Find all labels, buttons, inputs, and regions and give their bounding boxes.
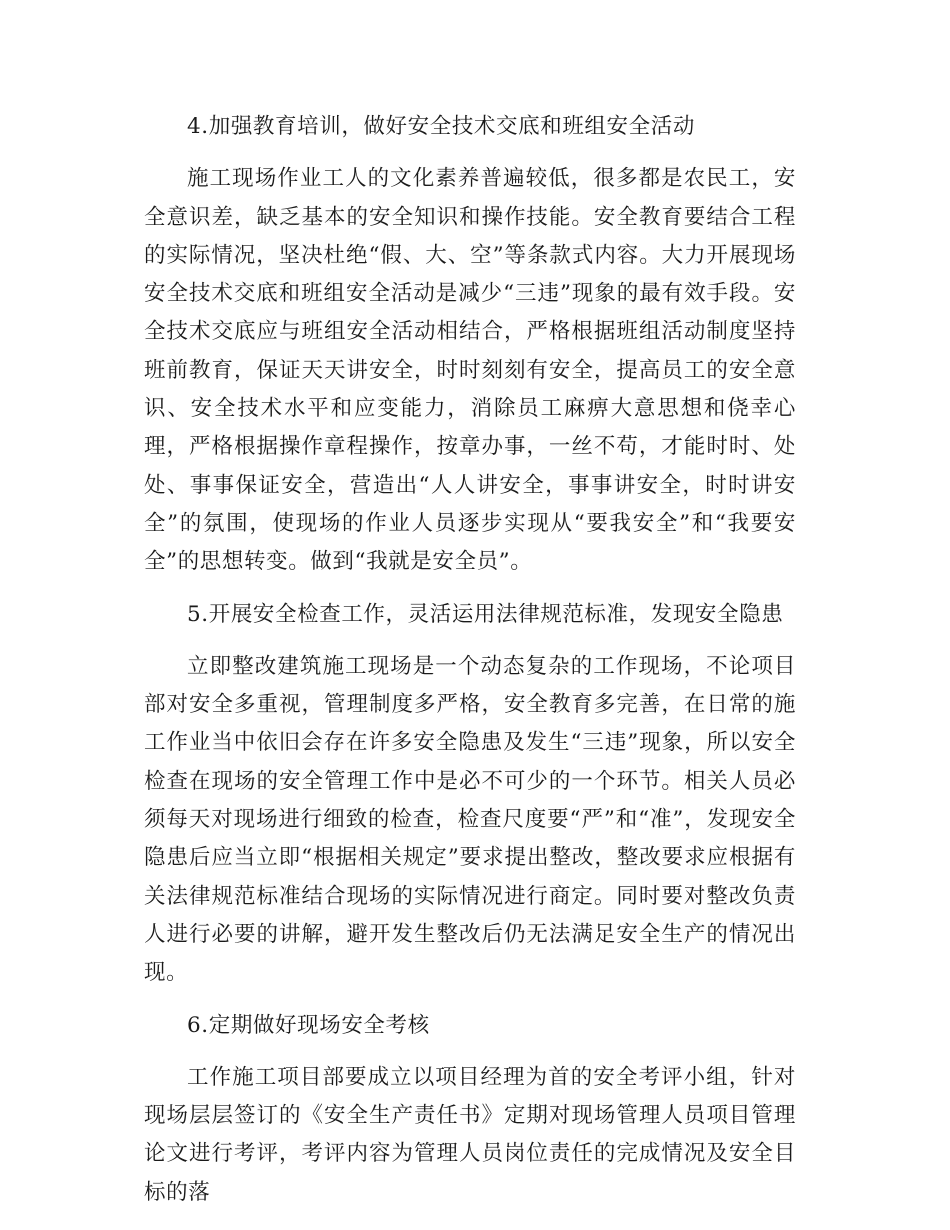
section-heading-5: 5.开展安全检查工作，灵活运用法律规范标准，发现安全隐患 [187, 601, 784, 627]
section-paragraph-6: 工作施工项目部要成立以项目经理为首的安全考评小组，针对现场层层签订的《安全生产责任书》定期对现场管理人员项目管理论文进行考评，考评内容为管理人员岗位责任的完成情况及安全目标的落 [144, 1064, 796, 1205]
section-paragraph-5: 立即整改建筑施工现场是一个动态复杂的工作现场，不论项目部对安全多重视，管理制度多严格，安全教育多完善，在日常的施工作业当中依旧会存在许多安全隐患及发生“三违”现象，所以安全检查在现场的安全管理工作中是必不可少的一个环节。相关人员必须每天对现场进行细致的检查，检查尺度要“严”和“准”，发现安全隐患后应当立即“根据相关规定”要求提出整改，整改要求应根据有关法律规范标准结合现场的实际情况进行商定。同时要对整改负责人进行必要的讲解，避开发生整改后仍无法满足安全生产的情况出现。 [144, 653, 796, 986]
section-heading-4: 4.加强教育培训，做好安全技术交底和班组安全活动 [187, 114, 695, 139]
section-heading-6: 6.定期做好现场安全考核 [187, 1012, 430, 1038]
section-paragraph-4: 施工现场作业工人的文化素养普遍较低，很多都是农民工，安全意识差，缺乏基本的安全知识和操作技能。安全教育要结合工程的实际情况，坚决杜绝“假、大、空”等条款式内容。大力开展现场安全技术交底和班组安全活动是减少“三违”现象的最有效手段。安全技术交底应与班组安全活动相结合，严格根据班组活动制度坚持班前教育，保证天天讲安全，时时刻刻有安全，提高员工的安全意识、安全技术水平和应变能力，消除员工麻痹大意思想和侥幸心理，严格根据操作章程操作，按章办事，一丝不苟，才能时时、处处、事事保证安全，营造出“人人讲安全，事事讲安全，时时讲安全”的氛围，使现场的作业人员逐步实现从“要我安全”和“我要安全”的思想转变。做到“我就是安全员”。 [144, 166, 796, 575]
document-body [144, 108, 796, 1226]
